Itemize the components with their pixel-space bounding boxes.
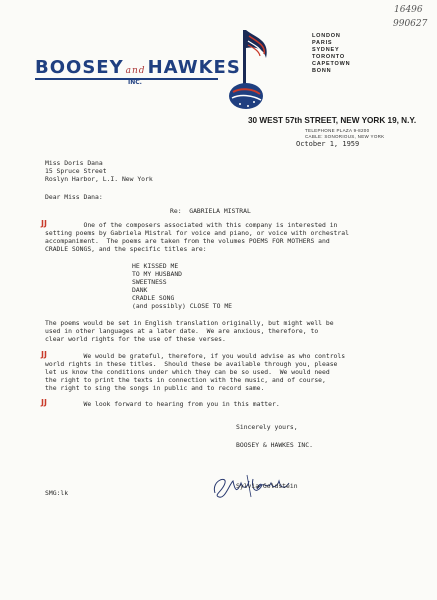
- city: CAPETOWN: [312, 61, 351, 67]
- recipient-name: Miss Doris Dana: [45, 159, 103, 167]
- paragraph-line: used in other languages at a later date. We are anxious, therefore, to: [45, 327, 319, 335]
- paragraph-line: the right to print the texts in connection with the music, and of course,: [45, 376, 326, 384]
- paragraph-line: clear world rights for the use of these verses.: [45, 335, 226, 343]
- paragraph-line: One of the composers associated with this company is interested in: [45, 221, 338, 229]
- paragraph-line: the right to sing the songs in public and to record same.: [45, 384, 265, 392]
- typist-initials: SMG:lk: [45, 489, 69, 497]
- recipient-street: 15 Spruce Street: [45, 167, 107, 175]
- archive-number: 16496: [394, 5, 423, 15]
- paragraph-line: CRADLE SONGS, and the specific titles are:: [45, 245, 207, 253]
- company-inc: INC.: [128, 79, 142, 86]
- paragraph-line: accompaniment. The poems are taken from the volumes POEMS FOR MOTHERS and: [45, 237, 330, 245]
- margin-mark: JJ: [41, 398, 47, 407]
- paragraph-line: The poems would be set in English translation originally, but might well be: [45, 319, 334, 327]
- closing: Sincerely yours,: [236, 423, 298, 431]
- city: LONDON: [312, 33, 341, 39]
- letter-date: October 1, 1959: [296, 140, 360, 148]
- city: TORONTO: [312, 54, 345, 60]
- poem-title: HE KISSED ME: [132, 262, 179, 270]
- telephone: TELEPHONE PLAZA 9-8200: [305, 128, 370, 133]
- salutation: Dear Miss Dana:: [45, 193, 103, 201]
- poem-title: (and possibly) CLOSE TO ME: [132, 302, 233, 310]
- music-note-logo: [222, 24, 276, 116]
- margin-mark: JJ: [41, 350, 47, 359]
- office-cities: [312, 33, 372, 75]
- recipient-city: Roslyn Harbor, L.I. New York: [45, 175, 153, 183]
- poem-title: DANK: [132, 286, 148, 294]
- archive-number: 990627: [393, 19, 428, 29]
- city: SYDNEY: [312, 47, 340, 53]
- signer-name: Sylvia Goldstein: [236, 482, 298, 490]
- company-logo-text: BOOSEY and HAWKES: [35, 57, 241, 78]
- paragraph-line: world rights in these titles. Should these be available through you, please: [45, 360, 338, 368]
- logo-underline: [35, 78, 218, 80]
- paragraph-line: We look forward to hearing from you in this matter.: [45, 400, 280, 408]
- margin-mark: JJ: [41, 219, 47, 228]
- paragraph-line: setting poems by Gabriela Mistral for voice and piano, or voice with orchestral: [45, 229, 349, 237]
- company-address: 30 WEST 57th STREET, NEW YORK 19, N.Y.: [248, 116, 417, 125]
- company-signature-line: BOOSEY & HAWKES INC.: [236, 441, 313, 449]
- poem-title: CRADLE SONG: [132, 294, 175, 302]
- poem-title: TO MY HUSBAND: [132, 270, 183, 278]
- paragraph-line: let us know the conditions under which they can be so used. We would need: [45, 368, 330, 376]
- poem-title: SWEETNESS: [132, 278, 167, 286]
- city: PARIS: [312, 40, 333, 46]
- paragraph-line: We would be grateful, therefore, if you would advise as who controls: [45, 352, 346, 360]
- subject-line: Re: GABRIELA MISTRAL: [170, 207, 251, 215]
- city: BONN: [312, 68, 332, 74]
- cable-address: CABLE: SONORIOUS, NEW YORK: [305, 134, 385, 139]
